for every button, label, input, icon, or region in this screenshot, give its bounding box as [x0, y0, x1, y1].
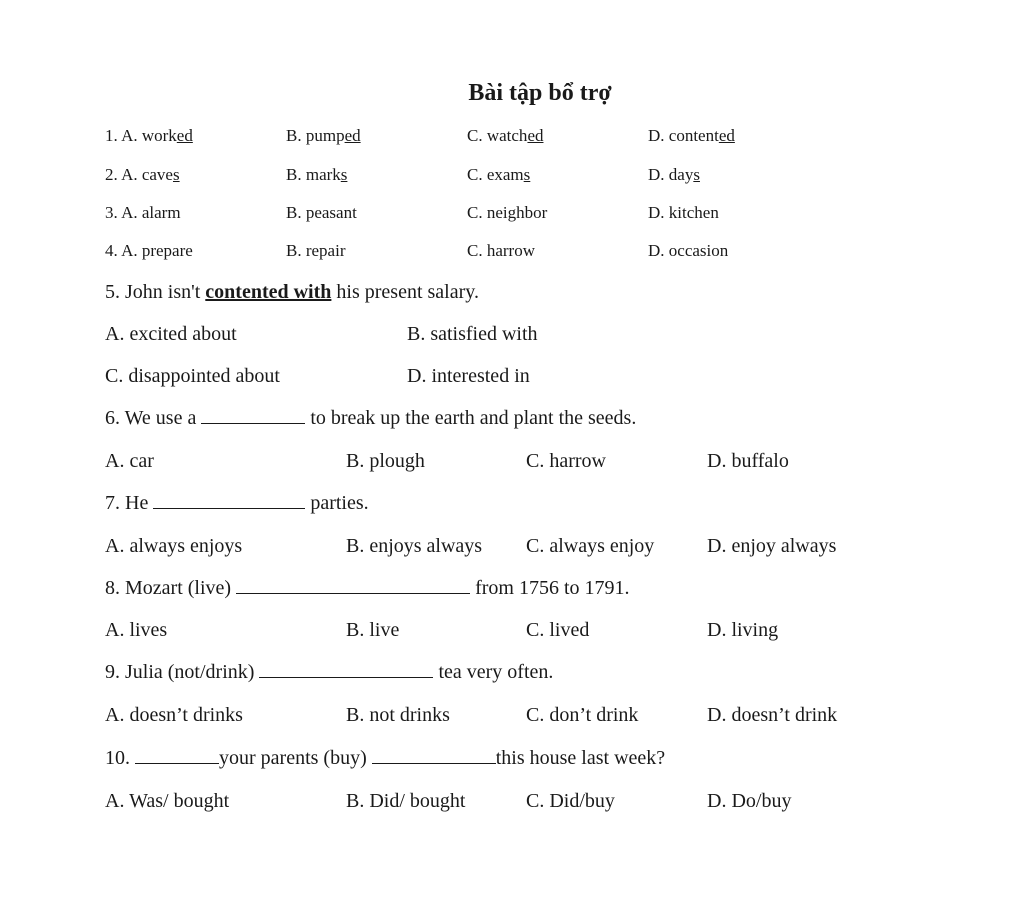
question-10-text-after: this house last week?	[495, 747, 666, 769]
question-9-option-c: C. don’t drink	[526, 704, 639, 726]
option-word: prepare	[141, 241, 193, 260]
question-8-option-b: B. live	[346, 619, 400, 641]
option-word: repair	[305, 241, 346, 260]
question-5-option-c: C. disappointed about	[105, 365, 280, 387]
question-5-option-b: B. satisfied with	[407, 323, 538, 345]
option-letter: B.	[286, 165, 302, 184]
question-5-highlight: contented with	[205, 281, 332, 303]
option-letter: A.	[121, 165, 138, 184]
option-word: work	[141, 126, 177, 145]
question-10-option-c: C. Did/buy	[526, 790, 615, 812]
question-7-text-after: parties.	[305, 492, 369, 514]
question-9-text-after: tea very often.	[433, 661, 554, 683]
option-letter: C.	[467, 165, 483, 184]
option-letter: A.	[121, 203, 138, 222]
question-6-option-b: B. plough	[346, 450, 425, 472]
question-10-option-d: D. Do/buy	[707, 790, 792, 812]
question-1-option-d	[648, 126, 735, 146]
question-7-option-b: B. enjoys always	[346, 535, 483, 557]
option-letter: C.	[467, 126, 483, 145]
question-8-option-c: C. lived	[526, 619, 590, 641]
option-letter: A.	[121, 241, 138, 260]
option-letter: D.	[648, 203, 665, 222]
question-5-text-before: 5. John isn't	[105, 281, 206, 303]
question-7	[105, 492, 369, 515]
underlined-ending: ed	[718, 126, 735, 145]
question-3-option-c	[467, 203, 547, 223]
question-8	[105, 577, 630, 600]
option-word: harrow	[486, 241, 535, 260]
question-9-option-d: D. doesn’t drink	[707, 704, 838, 726]
question-4-option-a	[105, 241, 193, 261]
question-4-option-b	[286, 241, 345, 261]
question-7-text-before: 7. He	[105, 492, 154, 514]
answer-blank	[201, 409, 305, 424]
question-2-option-a	[105, 165, 180, 185]
question-6-text-before: 6. We use a	[105, 407, 202, 429]
question-9-text-before: 9. Julia (not/drink)	[105, 661, 260, 683]
question-number: 1.	[105, 126, 118, 145]
option-word: content	[668, 126, 719, 145]
answer-blank	[135, 749, 219, 764]
option-word: alarm	[141, 203, 181, 222]
option-word: neighbor	[486, 203, 548, 222]
question-5-option-a: A. excited about	[105, 323, 237, 345]
question-9-option-a: A. doesn’t drinks	[105, 704, 243, 726]
option-letter: B.	[286, 241, 302, 260]
underlined-ending: ed	[344, 126, 361, 145]
option-word: kitchen	[668, 203, 719, 222]
option-word: pump	[305, 126, 345, 145]
question-6-text-after: to break up the earth and plant the seeds.	[305, 407, 637, 429]
question-6	[105, 407, 636, 430]
question-2-option-c	[467, 165, 530, 185]
question-8-option-a: A. lives	[105, 619, 168, 641]
page-title: Bài tập bổ trợ	[468, 80, 612, 106]
option-letter: D.	[648, 165, 665, 184]
option-word: mark	[305, 165, 341, 184]
question-1-option-c	[467, 126, 543, 146]
question-1-option-a	[105, 126, 193, 146]
option-word: watch	[486, 126, 528, 145]
underlined-ending: s	[693, 165, 700, 184]
question-8-text-before: 8. Mozart (live)	[105, 577, 237, 599]
question-6-option-c: C. harrow	[526, 450, 606, 472]
question-10-option-a: A. Was/ bought	[105, 790, 230, 812]
answer-blank	[372, 749, 496, 764]
underlined-ending: ed	[176, 126, 193, 145]
question-number: 3.	[105, 203, 118, 222]
question-10-text-middle: your parents (buy)	[219, 747, 372, 769]
question-5-option-d: D. interested in	[407, 365, 530, 387]
question-2-option-d	[648, 165, 700, 185]
option-word: cave	[141, 165, 173, 184]
question-number: 2.	[105, 165, 118, 184]
question-6-option-d: D. buffalo	[707, 450, 789, 472]
question-8-text-after: from 1756 to 1791.	[470, 577, 630, 599]
question-10	[105, 747, 665, 770]
option-letter: C.	[467, 241, 483, 260]
question-1-option-b	[286, 126, 361, 146]
question-3-option-a	[105, 203, 181, 223]
question-2-option-b	[286, 165, 347, 185]
question-9	[105, 661, 553, 684]
question-3-option-d	[648, 203, 719, 223]
question-4-option-d	[648, 241, 728, 261]
question-10-text-before: 10.	[105, 747, 135, 769]
question-7-option-d: D. enjoy always	[707, 535, 837, 557]
underlined-ending: s	[340, 165, 348, 184]
option-letter: A.	[121, 126, 138, 145]
option-letter: B.	[286, 126, 302, 145]
underlined-ending: ed	[527, 126, 544, 145]
answer-blank	[259, 663, 433, 678]
question-7-option-a: A. always enjoys	[105, 535, 243, 557]
question-5	[105, 281, 479, 304]
underlined-ending: s	[172, 165, 180, 184]
question-5-text-after: his present salary.	[331, 281, 479, 303]
question-10-option-b: B. Did/ bought	[346, 790, 466, 812]
option-word: exam	[486, 165, 524, 184]
option-word: day	[668, 165, 694, 184]
question-8-option-d: D. living	[707, 619, 779, 641]
question-3-option-b	[286, 203, 357, 223]
option-letter: B.	[286, 203, 302, 222]
option-word: peasant	[305, 203, 357, 222]
option-word: occasion	[668, 241, 729, 260]
question-number: 4.	[105, 241, 118, 260]
question-9-option-b: B. not drinks	[346, 704, 450, 726]
question-4-option-c	[467, 241, 535, 261]
answer-blank	[236, 579, 470, 594]
question-6-option-a: A. car	[105, 450, 154, 472]
option-letter: C.	[467, 203, 483, 222]
option-letter: D.	[648, 126, 665, 145]
question-7-option-c: C. always enjoy	[526, 535, 655, 557]
answer-blank	[153, 494, 305, 509]
underlined-ending: s	[523, 165, 531, 184]
option-letter: D.	[648, 241, 665, 260]
